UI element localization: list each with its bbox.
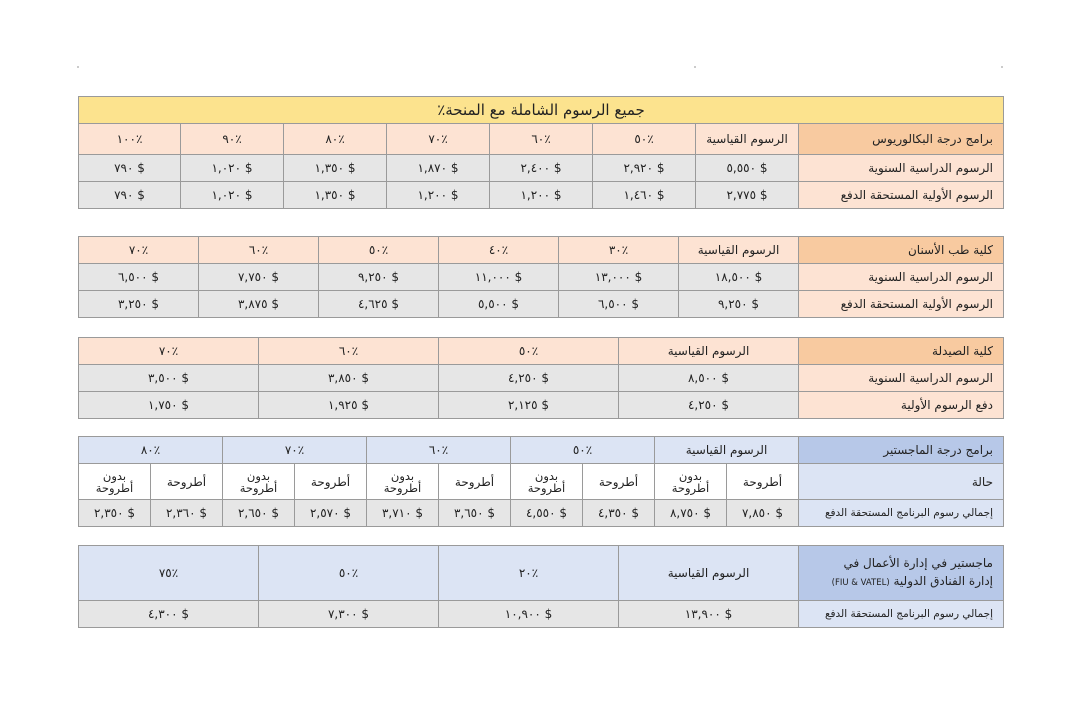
- no-thesis-cell: بدون أطروحة: [367, 464, 439, 500]
- mba-fees-table: [78, 545, 1004, 628]
- header-cell: ٪٨٠: [284, 124, 387, 155]
- table-row: [79, 601, 1004, 628]
- thesis-cell: أطروحة: [727, 464, 799, 500]
- scan-dot: [694, 66, 696, 68]
- mba-title-line1: ماجستير في إدارة الأعمال في: [843, 556, 993, 570]
- table-row: [79, 500, 1004, 527]
- table-cell: $ ١,٣٥٠: [284, 155, 387, 182]
- table-cell: $ ١,٠٢٠: [181, 182, 284, 209]
- header-cell: ٪٦٠: [259, 338, 439, 365]
- section-label: برامج درجة البكالوريوس: [799, 124, 1004, 155]
- table-cell: $ ١٣,٠٠٠: [559, 264, 679, 291]
- row-label: حالة: [799, 464, 1004, 500]
- row-label: إجمالي رسوم البرنامج المستحقة الدفع: [799, 500, 1004, 527]
- header-cell: ٪٥٠: [511, 437, 655, 464]
- header-cell: ٪٧٠: [79, 237, 199, 264]
- row-label: الرسوم الأولية المستحقة الدفع: [799, 182, 1004, 209]
- table-row: [79, 291, 1004, 318]
- table-cell: $ ٢,٣٥٠: [79, 500, 151, 527]
- table-cell: $ ١,٢٠٠: [490, 182, 593, 209]
- table-cell: $ ٤,٢٥٠: [439, 365, 619, 392]
- header-cell: الرسوم القياسية: [619, 546, 799, 601]
- header-row: [79, 338, 1004, 365]
- table-cell: $ ١,٨٧٠: [387, 155, 490, 182]
- header-cell: ٪٧٥: [79, 546, 259, 601]
- header-cell: ٪٦٠: [490, 124, 593, 155]
- no-thesis-cell: بدون أطروحة: [79, 464, 151, 500]
- table-cell: $ ٣,٨٧٥: [199, 291, 319, 318]
- header-cell: ٪٢٠: [439, 546, 619, 601]
- table-cell: $ ٣,٢٥٠: [79, 291, 199, 318]
- mba-title-line2-text: إدارة الفنادق الدولية: [893, 574, 993, 588]
- table-cell: $ ١,٢٠٠: [387, 182, 490, 209]
- header-cell: ٪٨٠: [79, 437, 223, 464]
- table-cell: $ ٥,٥٠٠: [439, 291, 559, 318]
- dentistry-fees-table: [78, 236, 1004, 318]
- section-label: كلية الصيدلة: [799, 338, 1004, 365]
- no-thesis-cell: بدون أطروحة: [655, 464, 727, 500]
- header-cell: ٪٥٠: [259, 546, 439, 601]
- table-cell: $ ٢,٣٦٠: [151, 500, 223, 527]
- no-thesis-cell: بدون أطروحة: [223, 464, 295, 500]
- header-cell: الرسوم القياسية: [655, 437, 799, 464]
- thesis-cell: أطروحة: [439, 464, 511, 500]
- header-row: [79, 546, 1004, 601]
- table-cell: $ ٤,٣٥٠: [583, 500, 655, 527]
- table-cell: $ ٣,٨٥٠: [259, 365, 439, 392]
- header-cell: ٪٧٠: [223, 437, 367, 464]
- header-cell: ٪٥٠: [439, 338, 619, 365]
- row-label: الرسوم الدراسية السنوية: [799, 155, 1004, 182]
- table-cell: $ ١,٧٥٠: [79, 392, 259, 419]
- table-cell: $ ٢,٥٧٠: [295, 500, 367, 527]
- table-cell: $ ٨,٧٥٠: [655, 500, 727, 527]
- table-cell: $ ٤,٦٢٥: [319, 291, 439, 318]
- header-cell: ٪٤٠: [439, 237, 559, 264]
- scan-dot: [1001, 66, 1003, 68]
- table-cell: $ ٤,٥٥٠: [511, 500, 583, 527]
- header-cell: ٪٦٠: [199, 237, 319, 264]
- scan-dot: [77, 66, 79, 68]
- header-cell: ٪٧٠: [387, 124, 490, 155]
- header-cell: ٪٣٠: [559, 237, 679, 264]
- table-cell: $ ٣,٦٥٠: [439, 500, 511, 527]
- table-cell: $ ١,٠٢٠: [181, 155, 284, 182]
- row-label: الرسوم الدراسية السنوية: [799, 365, 1004, 392]
- table-cell: $ ٧,٧٥٠: [199, 264, 319, 291]
- table-cell: $ ٨,٥٠٠: [619, 365, 799, 392]
- table-row: [79, 155, 1004, 182]
- section-label: كلية طب الأسنان: [799, 237, 1004, 264]
- table-cell: $ ٧,٨٥٠: [727, 500, 799, 527]
- masters-fees-table: [78, 436, 1004, 527]
- title-row: [79, 97, 1004, 124]
- table-cell: $ ٦,٥٠٠: [79, 264, 199, 291]
- row-label: الرسوم الدراسية السنوية: [799, 264, 1004, 291]
- table-cell: $ ٥,٥٥٠: [696, 155, 799, 182]
- header-cell: الرسوم القياسية: [619, 338, 799, 365]
- table-cell: $ ١٠,٩٠٠: [439, 601, 619, 628]
- table-row: [79, 182, 1004, 209]
- header-row: [79, 437, 1004, 464]
- page-title: جميع الرسوم الشاملة مع المنحة٪: [79, 97, 1004, 124]
- table-cell: $ ٢,٤٠٠: [490, 155, 593, 182]
- table-cell: $ ١,٩٢٥: [259, 392, 439, 419]
- header-cell: ٪٦٠: [367, 437, 511, 464]
- table-cell: $ ٧,٣٠٠: [259, 601, 439, 628]
- status-row: [79, 464, 1004, 500]
- section-label: [799, 546, 1004, 601]
- thesis-cell: أطروحة: [151, 464, 223, 500]
- table-cell: $ ١٣,٩٠٠: [619, 601, 799, 628]
- header-row: [79, 237, 1004, 264]
- thesis-cell: أطروحة: [583, 464, 655, 500]
- table-cell: $ ٧٩٠: [79, 155, 181, 182]
- table-cell: $ ١١,٠٠٠: [439, 264, 559, 291]
- table-cell: $ ١,٤٦٠: [593, 182, 696, 209]
- header-cell: الرسوم القياسية: [696, 124, 799, 155]
- header-cell: ٪٧٠: [79, 338, 259, 365]
- table-cell: $ ١٨,٥٠٠: [679, 264, 799, 291]
- table-cell: $ ٦,٥٠٠: [559, 291, 679, 318]
- table-cell: $ ٤,٣٠٠: [79, 601, 259, 628]
- section-label: برامج درجة الماجستير: [799, 437, 1004, 464]
- row-label: إجمالي رسوم البرنامج المستحقة الدفع: [799, 601, 1004, 628]
- bachelor-fees-table: [78, 96, 1004, 209]
- table-cell: $ ٣,٧١٠: [367, 500, 439, 527]
- table-cell: $ ٤,٢٥٠: [619, 392, 799, 419]
- header-cell: الرسوم القياسية: [679, 237, 799, 264]
- pharmacy-fees-table: [78, 337, 1004, 419]
- table-cell: $ ٢,١٢٥: [439, 392, 619, 419]
- table-cell: $ ٢,٧٧٥: [696, 182, 799, 209]
- no-thesis-cell: بدون أطروحة: [511, 464, 583, 500]
- table-cell: $ ١,٣٥٠: [284, 182, 387, 209]
- mba-title-line2: [803, 572, 993, 592]
- thesis-cell: أطروحة: [295, 464, 367, 500]
- table-cell: $ ٣,٥٠٠: [79, 365, 259, 392]
- table-cell: $ ٩,٢٥٠: [679, 291, 799, 318]
- header-cell: ٪٥٠: [593, 124, 696, 155]
- table-cell: $ ٩,٢٥٠: [319, 264, 439, 291]
- mba-title-small: (FIU & VATEL): [831, 578, 890, 588]
- table-row: [79, 365, 1004, 392]
- header-cell: ٪١٠٠: [79, 124, 181, 155]
- header-cell: ٪٥٠: [319, 237, 439, 264]
- row-label: دفع الرسوم الأولية: [799, 392, 1004, 419]
- table-cell: $ ٢,٦٥٠: [223, 500, 295, 527]
- table-cell: $ ٧٩٠: [79, 182, 181, 209]
- table-cell: $ ٢,٩٢٠: [593, 155, 696, 182]
- table-row: [79, 264, 1004, 291]
- header-row: [79, 124, 1004, 155]
- row-label: الرسوم الأولية المستحقة الدفع: [799, 291, 1004, 318]
- table-row: [79, 392, 1004, 419]
- header-cell: ٪٩٠: [181, 124, 284, 155]
